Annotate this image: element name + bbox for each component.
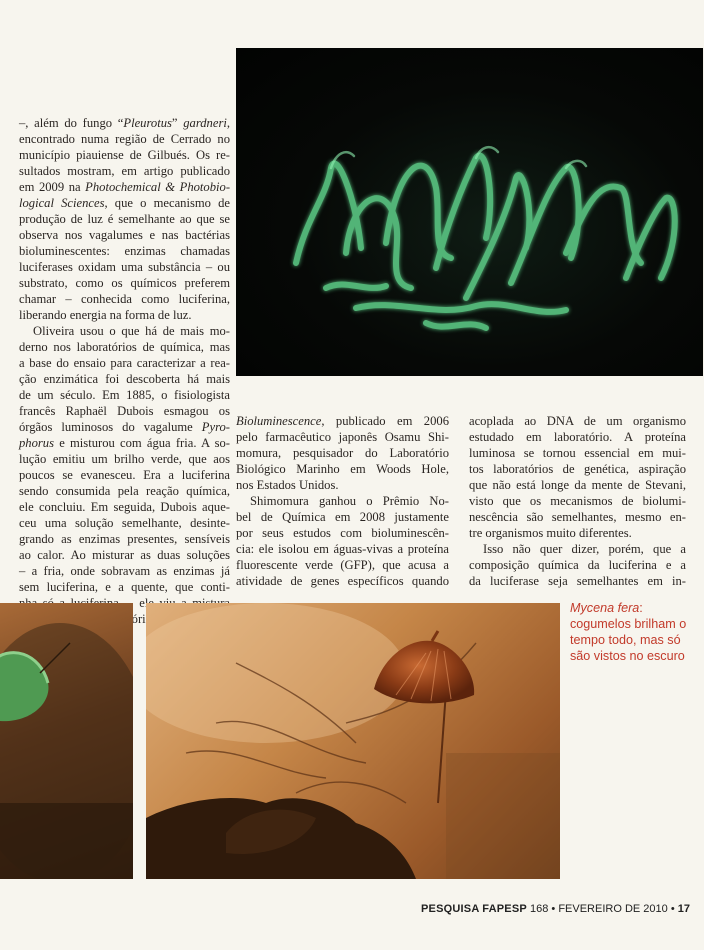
text-line: Oliveira usou o que há de mais mo- (33, 324, 230, 338)
text-line: ceu uma solução semelhante, desinte- (19, 516, 230, 530)
text-line: fluorescente verde (GFP), que acusa a (236, 558, 449, 572)
text-line: estudado em laboratório. A proteína (469, 430, 686, 444)
text-line: por seus estudos com bioluminescên- (236, 526, 449, 540)
magazine-name: PESQUISA FAPESP (421, 903, 527, 915)
text-line: sultados mostram, em artigo publicado (19, 164, 230, 178)
text-line: bioluminescentes: enzimas chamadas (19, 244, 230, 258)
caption-text: : cogumelos brilham o tempo todo, mas só são vistos no escuro (570, 601, 687, 663)
text-line: bel de Química em 2008 justamente (236, 510, 449, 524)
text-line: sem luciferina, e a quente, que conti- (19, 580, 230, 594)
text-line: que não está longe da mente de Stevani, (469, 478, 686, 492)
page-footer (421, 903, 690, 915)
glowing-mycelium-illustration (236, 48, 703, 376)
text-line: Bioluminescence, publicado em 2006 (236, 414, 449, 428)
text-line: nescência são semelhantes, mesmo en- (469, 510, 686, 524)
text-line: município piauiense de Gilbués. Os re- (19, 148, 230, 162)
text-line: ao calor. Ao misturar as duas soluções (19, 548, 230, 562)
text-line: observa nos vagalumes e nas bactérias (19, 228, 230, 242)
text-line: nos Estados Unidos. (236, 478, 339, 492)
photo-mushroom-left (0, 603, 133, 879)
text-line: momura, pesquisador do Laboratório (236, 446, 449, 460)
text-line: francês Raphaël Dubois esmagou os (19, 404, 230, 418)
paragraph (236, 413, 449, 493)
text-line: pelo farmacêutico japonês Osamu Shi- (236, 430, 449, 444)
text-line: Biológico Marinho em Woods Hole, (236, 462, 449, 476)
text-line: – a fria, onde sobravam as enzimas já (19, 564, 230, 578)
text-line: poucos se evanesceu. Era a luciferina (19, 468, 230, 482)
text-line: phorus e misturou com água fria. A so- (19, 436, 230, 450)
footer-separator: • (670, 903, 675, 915)
article-column-3 (469, 413, 686, 589)
text-line: Shimomura ganhou o Prêmio No- (250, 494, 449, 508)
photo-mycena-fera (146, 603, 560, 879)
text-line: Isso não quer dizer, porém, que a (483, 542, 686, 556)
text-line: a base do ensaio para caracterizar a rea- (19, 356, 230, 370)
text-line: logical Sciences, que o mecanismo de (19, 196, 231, 210)
text-line: da luciferase seja semelhantes em in- (469, 574, 686, 588)
caption-species: Mycena fera (570, 601, 640, 615)
paragraph (19, 115, 230, 323)
text-line: encontrado numa região de Cerrado no (19, 132, 230, 146)
text-line: sendo consumida pela reação química, (19, 484, 230, 498)
text-line: luminosa se tornou essencial em mui- (469, 446, 686, 460)
text-line: tre organismos muito diferentes. (469, 526, 632, 540)
text-line: visto que os mecanismos de biolumi- (469, 494, 686, 508)
text-line: liberando energia na forma de luz. (19, 308, 192, 322)
mushroom-on-moss-illustration (146, 603, 560, 879)
text-line: de um século. Em 1885, o fisiologista (19, 388, 230, 402)
text-line: composição química da luciferina e a (469, 558, 686, 572)
text-line: em 2009 na Photochemical & Photobio- (19, 180, 231, 194)
text-line: grando as enzimas presentes, sensíveis (19, 532, 230, 546)
text-line: acoplada ao DNA de um organismo (469, 414, 686, 428)
article-column-1 (19, 115, 230, 627)
page-number: 17 (677, 903, 690, 915)
issue-date: FEVEREIRO DE 2010 (558, 903, 668, 915)
text-line: atividade de genes específicos quando (236, 574, 449, 588)
footer-separator: • (551, 903, 556, 915)
paragraph (469, 541, 686, 589)
issue-number: 168 (529, 903, 549, 915)
paragraph (236, 493, 449, 589)
article-column-2 (236, 413, 449, 589)
paragraph (469, 413, 686, 541)
text-line: luciferases oxidam uma substância – ou (19, 260, 230, 274)
text-line: lução emitiu um brilho verde, que aos (19, 452, 230, 466)
paragraph (19, 323, 230, 627)
text-line: ele concluiu. Em seguida, Dubois aque- (19, 500, 230, 514)
text-line: substrato, como os químicos preferem (19, 276, 230, 290)
text-line: produção de luz é semelhante ao que se (19, 212, 230, 226)
green-mushroom-illustration (0, 603, 133, 879)
text-line: ção enzimática foi descoberta há mais (19, 372, 230, 386)
text-line: –, além do fungo “Pleurotus” gardneri, (19, 116, 231, 130)
text-line: chamar – conhecida como luciferina, (19, 292, 230, 306)
text-line: órgãos luminosos do vagalume Pyro- (19, 420, 230, 434)
text-line: tos laboratórios de genética, aspiração (469, 462, 686, 476)
text-line: derno nos laboratórios de química, mas (19, 340, 230, 354)
photo-caption (570, 600, 700, 664)
photo-bioluminescent-fungus (236, 48, 703, 376)
text-line: cia: ele isolou em águas-vivas a proteína (236, 542, 449, 556)
